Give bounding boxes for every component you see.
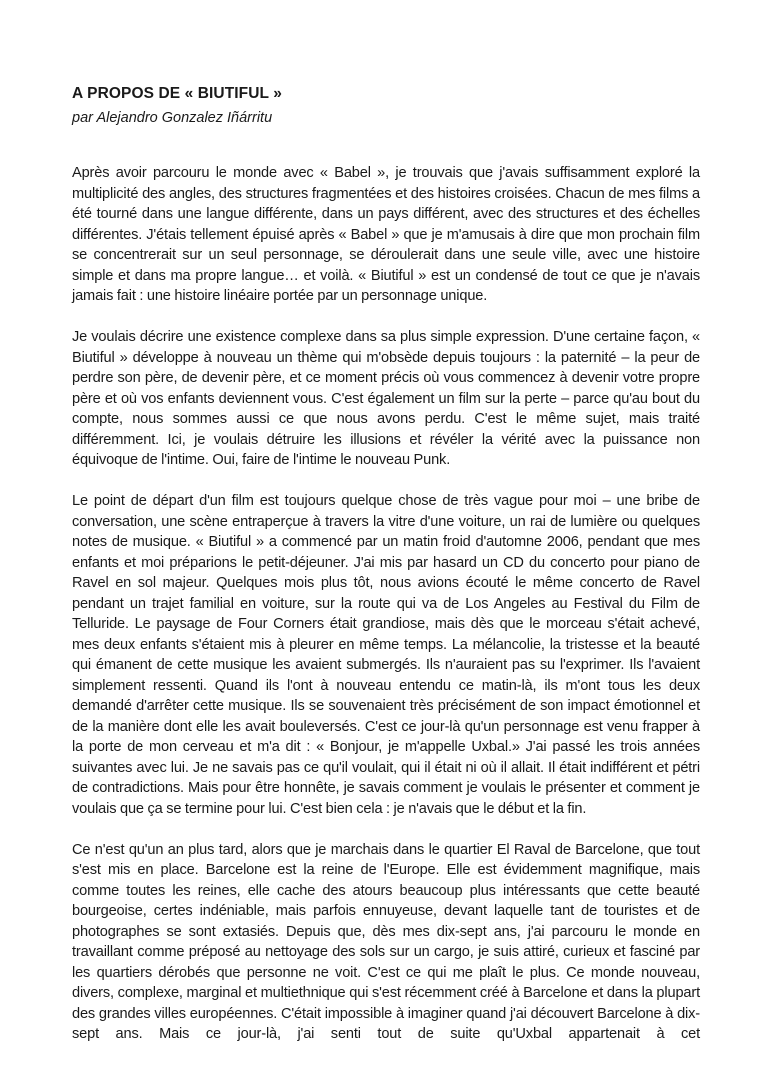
document-page — [72, 84, 700, 1065]
document-byline: par Alejandro Gonzalez Iñárritu — [72, 110, 273, 126]
paragraph: Le point de départ d'un film est toujours quelque chose de très vague pour moi – une bribe de conversation, une scène entraperçue à travers la vitre d'une voiture, un rai de lumière ou quelques notes de musique. « Biutiful » a commencé par un matin froid d'automne 2006, pendant que mes enfants et moi préparions le petit-déjeuner. J'ai mis par hasard un CD du concerto pour piano de Ravel en sol majeur. Quelques mois plus tôt, nous avions écouté le même concerto de Ravel pendant un trajet familial en voiture, sur la route qui va de Los Angeles au Festival du Film de Telluride. Le paysage de Four Corners était grandiose, mais dès que le morceau s'était achevé, mes deux enfants s'étaient mis à pleurer en même temps. La mélancolie, la tristesse et la beauté qui émanent de cette musique les avaient submergés. Ils n'auraient pas su l'exprimer. Ils l'avaient simplement ressenti. Quand ils l'ont à nouveau entendu ce matin-là, ils m'ont tous les deux demandé d'arrêter cette musique. Ils se souvenaient très précisément de son impact émotionnel et de la manière dont elle les avait bouleversés. C'est ce jour-là qu'un personnage est venu frapper à la porte de mon cerveau et m'a dit : « Bonjour, je m'appelle Uxbal.» J'ai passé les trois années suivantes avec lui. Je ne savais pas ce qu'il voulait, qui il était ni où il allait. Il était indifférent et pétri de contradictions. Mais pour être honnête, je savais comment je voulais le présenter et comment je voulais que ça se termine pour lui. C'est bien cela : je n'avais que le début et la fin. — [72, 493, 700, 817]
paragraph: Je voulais décrire une existence complexe dans sa plus simple expression. D'une certaine façon, « Biutiful » développe à nouveau un thème qui m'obsède depuis toujours : la paternité – la peur de perdre son père, de devenir père, et ce moment précis où vous commencez à devenir votre propre père et où vos enfants deviennent vous. C'est également un film sur la perte – parce qu'au bout du compte, nous sommes aussi ce que nous avons perdu. C'est le même sujet, mais traité différemment. Ici, je voulais détruire les illusions et révéler la vérité avec la puissance non équivoque de l'intime. Oui, faire de l'intime le nouveau Punk. — [72, 329, 700, 468]
document-title: A PROPOS DE « BIUTIFUL » — [72, 85, 282, 102]
document-body — [72, 163, 700, 1045]
paragraph: Après avoir parcouru le monde avec « Babel », je trouvais que j'avais suffisamment exploré la multiplicité des angles, des structures fragmentées et des histoires croisées. Chacun de mes films a été tourné dans une langue différente, dans un pays différent, avec des structures et des échelles différentes. J'étais tellement épuisé après « Babel » que je m'amusais à dire que mon prochain film se concentrerait sur un seul personnage, se déroulerait dans une seule ville, avec une histoire simple et dans ma propre langue… et voilà. « Biutiful » est un condensé de tout ce que je n'avais jamais fait : une histoire linéaire portée par un personnage unique. — [72, 165, 700, 304]
paragraph: Ce n'est qu'un an plus tard, alors que je marchais dans le quartier El Raval de Barcelone, que tout s'est mis en place. Barcelone est la reine de l'Europe. Elle est évidemment magnifique, mais comme toutes les reines, elle cache des atours beaucoup plus intéressants que cette beauté bourgeoise, certes indéniable, mais parfois ennuyeuse, devant laquelle tant de touristes et de photographes se sont extasiés. Depuis que, dès mes dix-sept ans, j'ai parcouru le monde en travaillant comme préposé au nettoyage des sols sur un cargo, je suis attiré, curieux et fasciné par les quartiers dérobés que personne ne voit. C'est ce qui me plaît le plus. Ce monde nouveau, divers, complexe, marginal et multiethnique qui s'est récemment créé à Barcelone et dans la plupart des grandes villes européennes. C'était impossible à imaginer quand j'ai découvert Barcelone à dix-sept ans. Mais ce jour-là, j'ai senti tout de suite qu'Uxbal appartenait à cet — [72, 841, 700, 1042]
